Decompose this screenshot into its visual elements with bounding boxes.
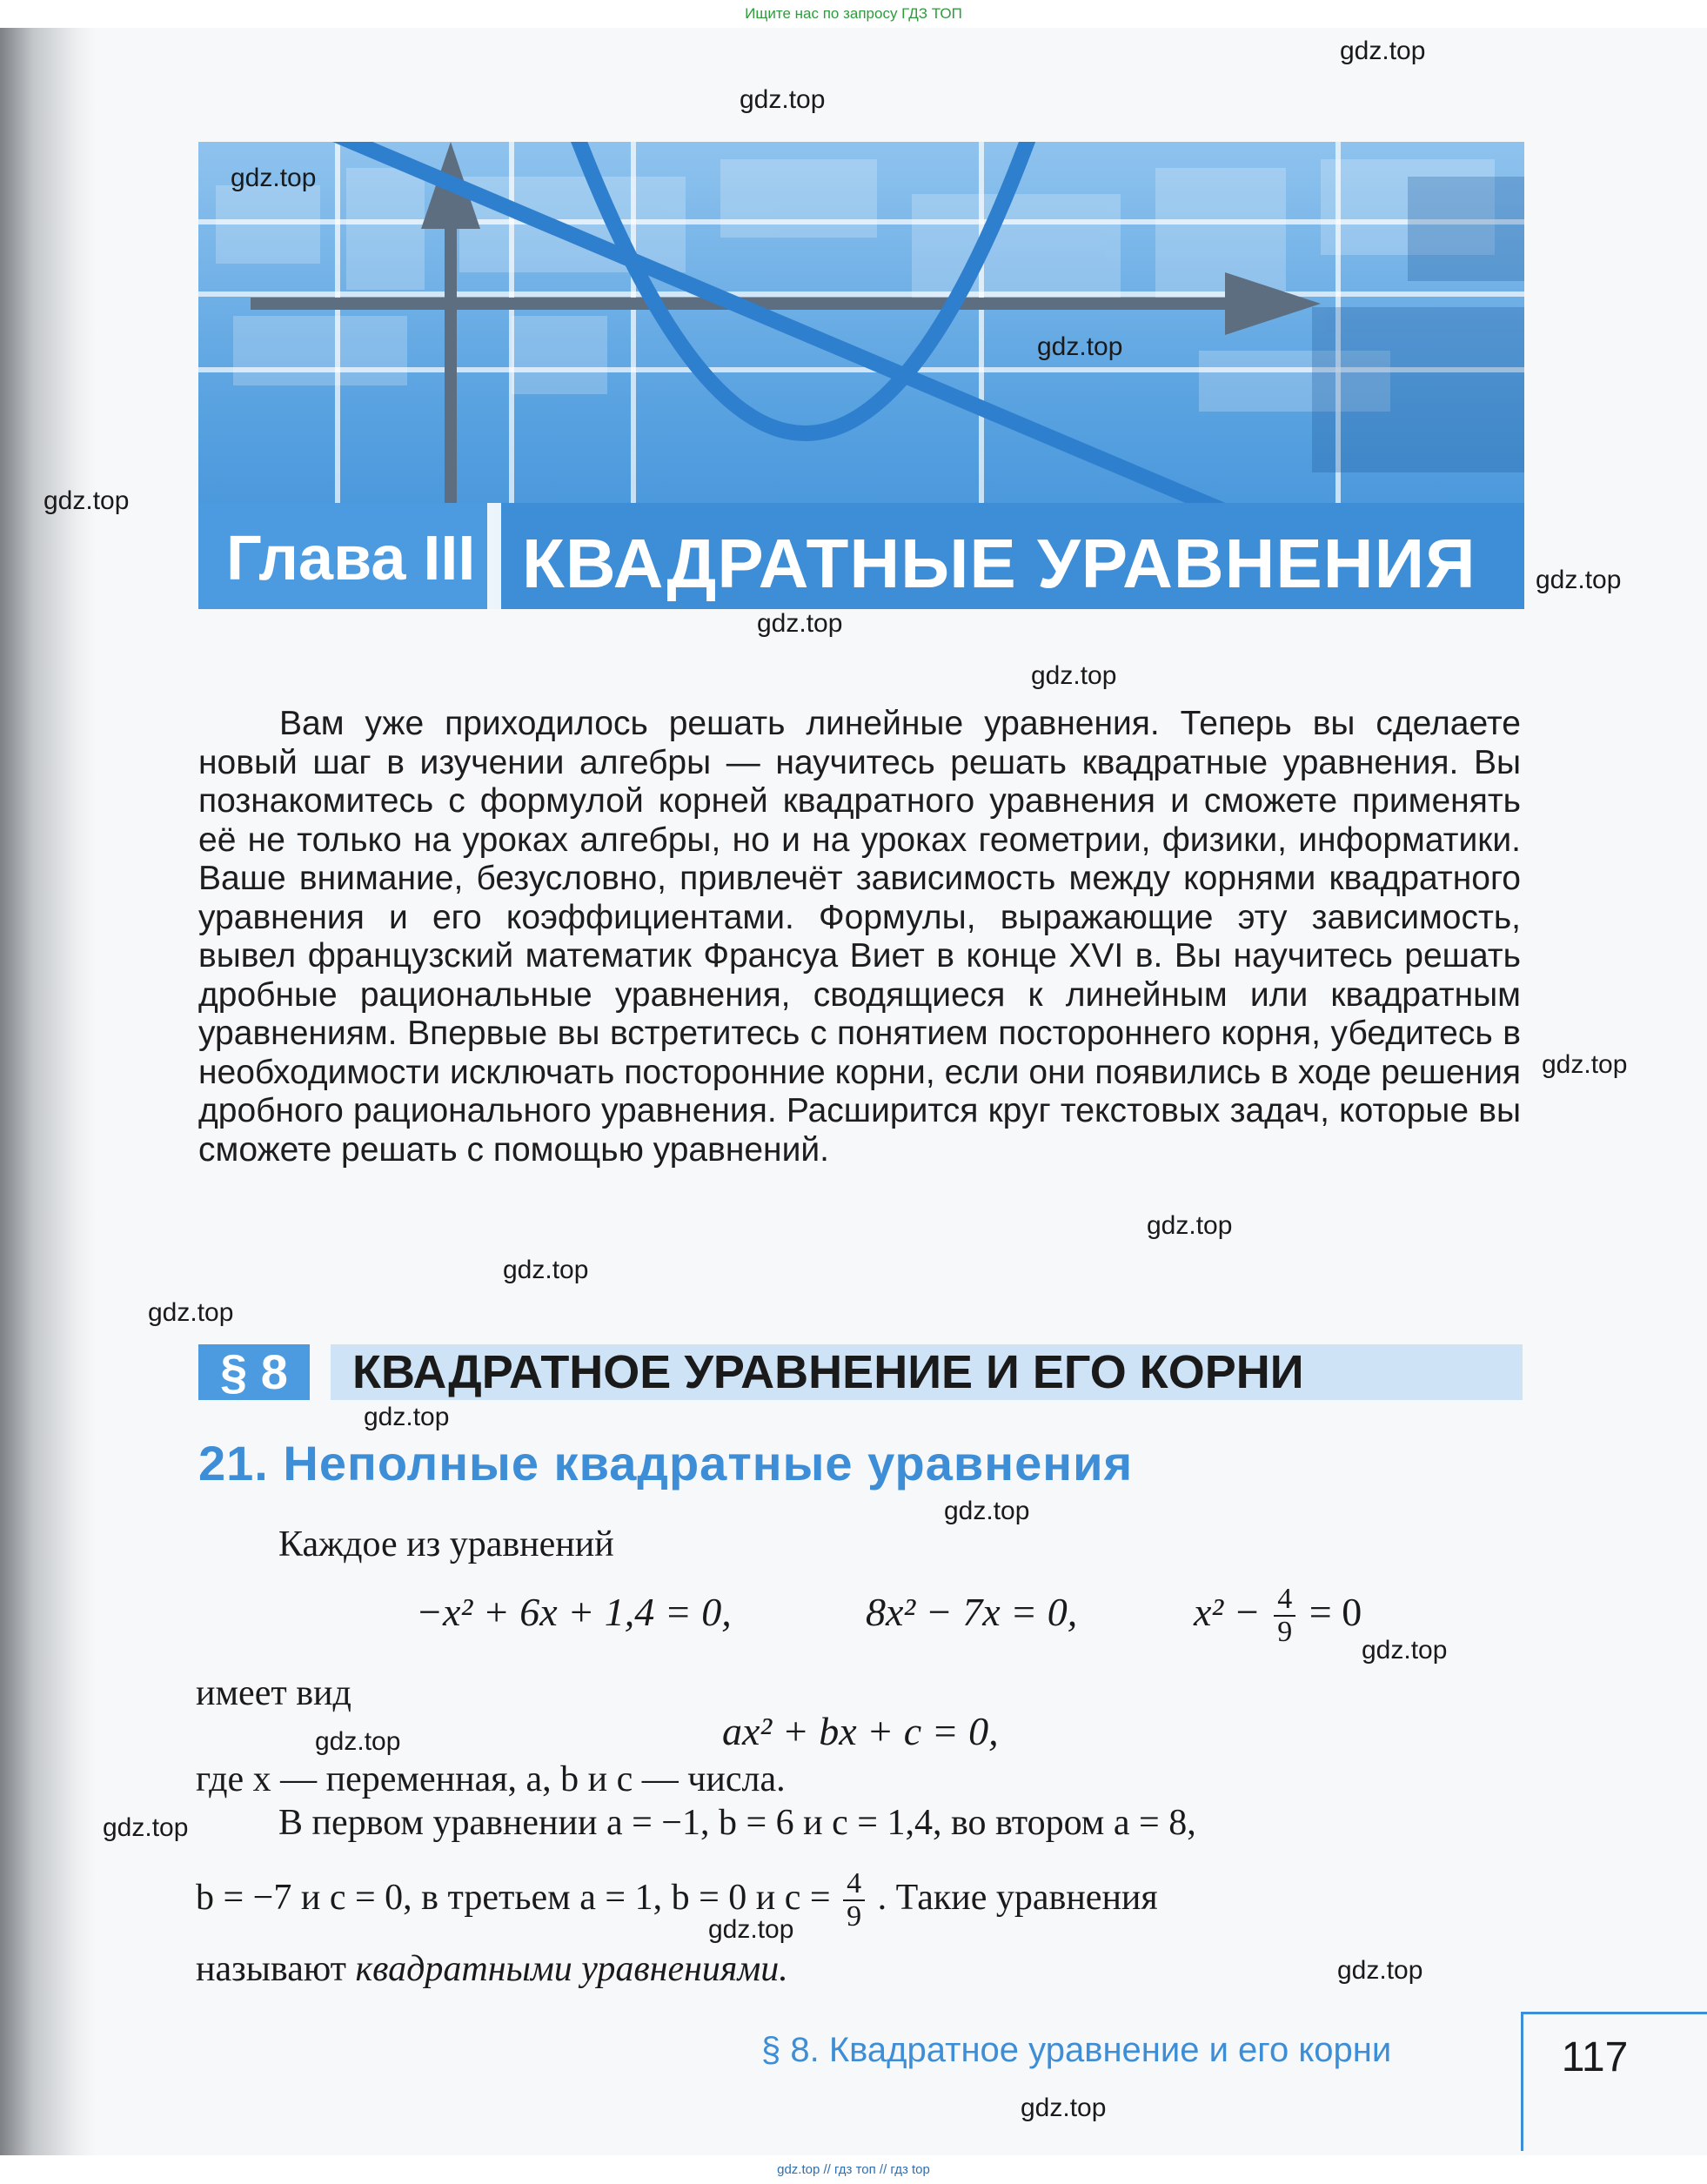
page-number: 117: [1561, 2034, 1629, 2080]
body-line-5-right: . Такие уравнения: [877, 1878, 1158, 1918]
body-line-5-numerator: 4: [843, 1868, 865, 1901]
bottom-promo-bar[interactable]: gdz.top // гдз топ // гдз top: [777, 2162, 930, 2177]
general-quadratic-form: [722, 1707, 999, 1756]
defined-term: квадратными уравнениями.: [355, 1949, 788, 1989]
equation-3-fraction: [1274, 1584, 1295, 1648]
watermark-link[interactable]: gdz.top: [1340, 37, 1426, 65]
equation-3-right: = 0: [1309, 1590, 1362, 1634]
body-line-2: имеет вид: [196, 1673, 351, 1713]
watermark-link[interactable]: gdz.top: [44, 486, 130, 515]
equation-1: [416, 1588, 732, 1637]
watermark-link[interactable]: gdz.top: [503, 1256, 589, 1284]
watermark-link[interactable]: gdz.top: [315, 1727, 401, 1756]
body-line-3: где x — переменная, a, b и c — числа.: [196, 1759, 786, 1799]
body-line-6: [196, 1947, 788, 1991]
watermark-link[interactable]: gdz.top: [708, 1915, 794, 1944]
watermark-link[interactable]: gdz.top: [1037, 332, 1123, 361]
body-line-5-denominator: 9: [847, 1900, 862, 1933]
watermark-link[interactable]: gdz.top: [757, 609, 843, 638]
watermark-link[interactable]: gdz.top: [1337, 1956, 1423, 1985]
equation-2: [866, 1588, 1077, 1637]
body-line-1: Каждое из уравнений: [278, 1524, 614, 1564]
watermark-link[interactable]: gdz.top: [1031, 661, 1117, 690]
body-line-5: [196, 1862, 1158, 1933]
equation-3-denominator: 9: [1277, 1616, 1293, 1649]
watermark-link[interactable]: gdz.top: [1536, 566, 1622, 594]
equation-3-numerator: 4: [1274, 1584, 1295, 1617]
equation-1-text: −x² + 6x + 1,4 = 0,: [416, 1590, 732, 1634]
paragraph-title: КВАДРАТНОЕ УРАВНЕНИЕ И ЕГО КОРНИ: [352, 1346, 1304, 1398]
chapter-number: Глава III: [226, 524, 476, 593]
equation-3-left: x² −: [1194, 1590, 1261, 1634]
watermark-link[interactable]: gdz.top: [364, 1403, 450, 1431]
watermark-link[interactable]: gdz.top: [944, 1497, 1030, 1525]
paragraph-number-badge: § 8: [198, 1344, 310, 1400]
watermark-link[interactable]: gdz.top: [1362, 1636, 1448, 1665]
body-line-5-left: b = −7 и c = 0, в третьем a = 1, b = 0 и c =: [196, 1878, 831, 1918]
watermark-link[interactable]: gdz.top: [231, 164, 317, 192]
running-footer-title: § 8. Квадратное уравнение и его корни: [761, 2031, 1392, 2069]
chapter-title: КВАДРАТНЫЕ УРАВНЕНИЯ: [522, 525, 1476, 602]
watermark-link[interactable]: gdz.top: [1147, 1211, 1233, 1240]
equation-2-text: 8x² − 7x = 0,: [866, 1590, 1078, 1634]
watermark-link[interactable]: gdz.top: [1542, 1050, 1628, 1079]
general-form-text: ax² + bx + c = 0,: [722, 1709, 999, 1753]
body-line-5-fraction: [843, 1868, 865, 1933]
top-promo-banner[interactable]: Ищите нас по запросу ГДЗ ТОП: [745, 5, 962, 22]
body-line-4: В первом уравнении a = −1, b = 6 и c = 1,4, во втором a = 8,: [278, 1803, 1196, 1843]
chapter-intro-text: Вам уже приходилось решать линейные уравнения. Теперь вы сделаете новый шаг в изучении алгебры — научитесь решать квадратные уравнения. Вы познакомитесь с формулой корней квадратного уравнения и сможете применять её не только на уроках алгебры, но и на уроках геометрии, физики, информатики. Ваше внимание, безусловно, привлечёт зависимость между корнями квадратного уравнения и его коэффициентами. Формулы, выражающие эту зависимость, вывел французский математик Франсуа Виет в конце XVI в. Вы научитесь решать дробные рациональные уравнения, сводящиеся к линейным или квадратным уравнениям. Впервые вы встретитесь с понятием постороннего корня, убедитесь в необходимости исключать посторонние корни, если они появились в ходе решения дробного рационального уравнения. Расширится круг текстовых задач, которые вы сможете решать с помощью уравнений.: [198, 705, 1521, 1169]
body-line-6-prefix: называют: [196, 1949, 347, 1989]
watermark-link[interactable]: gdz.top: [148, 1298, 234, 1327]
watermark-link[interactable]: gdz.top: [1021, 2094, 1107, 2122]
watermark-link[interactable]: gdz.top: [740, 85, 826, 114]
watermark-link[interactable]: gdz.top: [103, 1813, 189, 1842]
section-title: 21. Неполные квадратные уравнения: [198, 1436, 1134, 1491]
page-binding-shadow: [0, 28, 96, 2155]
equation-3: [1194, 1579, 1362, 1649]
